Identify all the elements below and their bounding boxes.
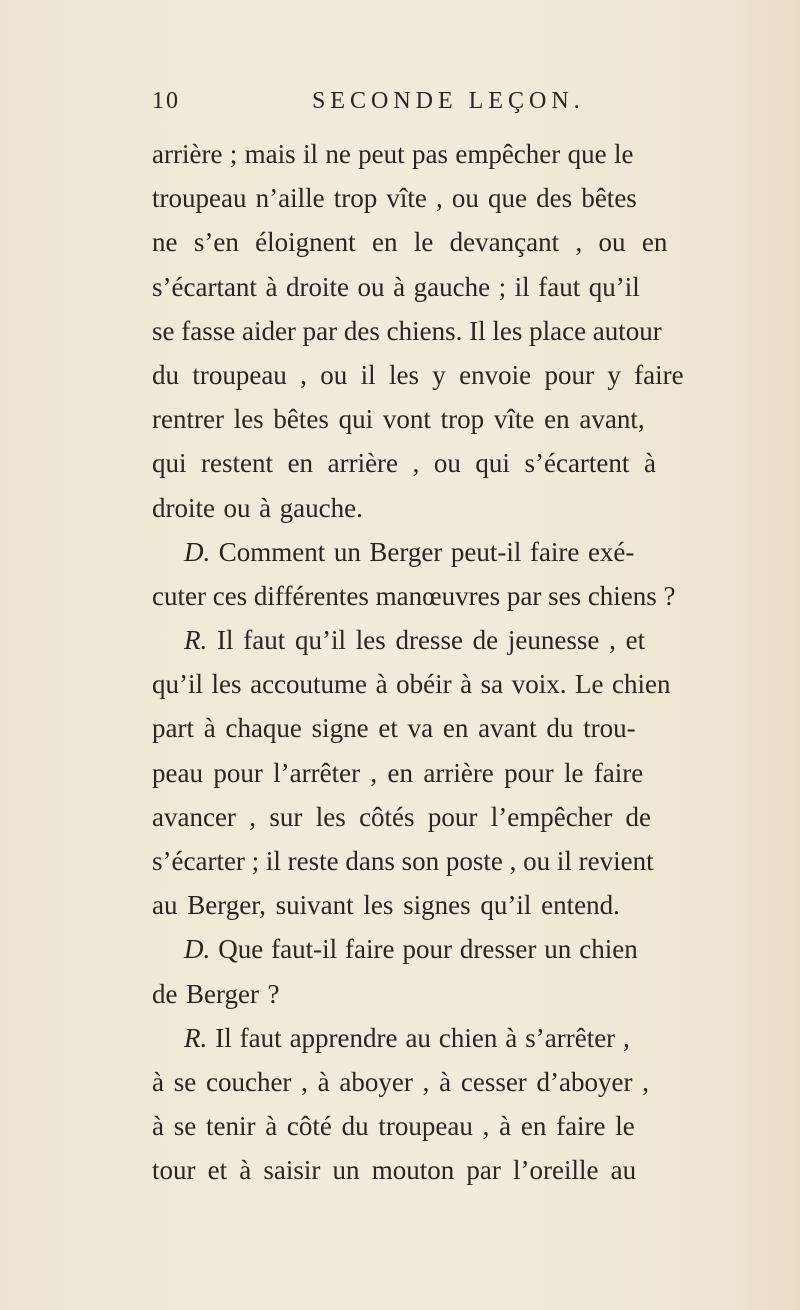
text-line [152,1148,792,1192]
line-text: Comment un Berger peut-il faire exé- [210,536,635,567]
line-text: à se tenir à côté du troupeau , à en faire le [152,1111,635,1142]
speaker-marker: R. [184,1022,208,1053]
text-line [152,530,792,574]
line-text: troupeau n’aille trop vîte , ou que des bêtes [152,183,637,214]
text-line [152,795,792,839]
text-line [152,441,792,485]
text-line [152,397,792,441]
text-line [152,574,792,618]
line-text: s’écarter ; il reste dans son poste , ou il revient [152,846,654,876]
text-line [152,972,792,1016]
line-text: avancer , sur les côtés pour l’empêcher de [152,801,651,832]
text-line [152,309,792,353]
line-text: ne s’en éloignent en le devançant , ou en [152,227,668,258]
line-text: Que faut-il faire pour dresser un chien [210,934,638,965]
speaker-marker: R. [184,625,208,656]
text-line [152,662,792,706]
text-line [152,618,792,662]
page-number: 10 [152,88,180,114]
body-text [152,132,792,1193]
line-text: tour et à saisir un mouton par l’oreille au [152,1155,637,1186]
text-line [152,486,792,530]
text-line [152,132,792,176]
line-text: qui restent en arrière , ou qui s’écartent à [152,448,656,479]
line-text: s’écartant à droite ou à gauche ; il faut qu’il [152,271,640,302]
line-text: Il faut qu’il les dresse de jeunesse , et [207,625,646,656]
text-line [152,220,792,264]
text-line [152,927,792,971]
text-line [152,265,792,309]
text-line [152,1016,792,1060]
line-text: au Berger, suivant les signes qu’il entend. [152,890,620,921]
line-text: droite ou à gauche. [152,492,363,523]
text-line [152,176,792,220]
text-line [152,883,792,927]
text-line [152,706,792,750]
line-text: peau pour l’arrêter , en arrière pour le faire [152,757,644,788]
line-text: à se coucher , à aboyer , à cesser d’aboyer , [152,1066,650,1097]
line-text: part à chaque signe et va en avant du trou- [152,713,636,744]
line-text: se fasse aider par des chiens. Il les place autour [152,315,662,346]
running-head [152,88,712,122]
line-text: qu’il les accoutume à obéir à sa voix. Le chien [152,669,671,700]
text-line [152,353,792,397]
text-line [152,751,792,795]
line-text: de Berger ? [152,978,280,1009]
speaker-marker: D. [184,536,211,567]
text-line [152,1060,792,1104]
speaker-marker: D. [184,934,211,965]
page-title: SECONDE LEÇON. [312,88,585,114]
line-text: du troupeau , ou il les y envoie pour y faire [152,359,684,390]
line-text: arrière ; mais il ne peut pas empêcher que le [152,139,634,169]
line-text: Il faut apprendre au chien à s’arrêter , [207,1022,630,1053]
line-text: cuter ces différentes manœuvres par ses chiens ? [152,580,676,611]
line-text: rentrer les bêtes qui vont trop vîte en avant, [152,404,645,435]
text-line [152,1104,792,1148]
text-line [152,839,792,883]
